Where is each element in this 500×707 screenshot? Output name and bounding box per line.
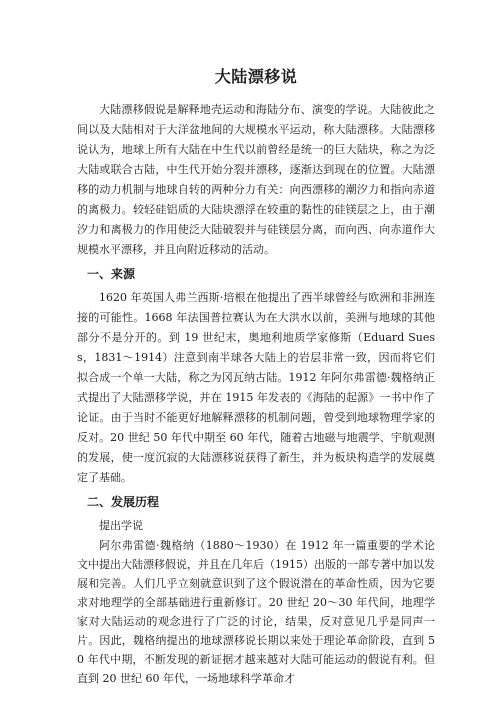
document-title: 大陆漂移说 xyxy=(214,67,298,86)
intro-paragraph: 大陆漂移假说是解释地壳运动和海陆分布、演变的学说。大陆彼此之间以及大陆相对于大洋盆地间的大规模水平运动，称大陆漂移。大陆漂移说认为，地球上所有大陆在中生代以前曾经是统一的巨大陆块，称之为泛大陆或联合古陆，中生代开始分裂并漂移，逐渐达到现在的位置。大陆漂移的动力机制与地球自转的两种分力有关：向西漂移的潮汐力和指向赤道的离极力。较轻硅铝质的大陆块漂浮在较重的黏性的硅镁层之上，由于潮汐力和离极力的作用使泛大陆破裂并与硅镁层分离，而向西、向赤道作大规模水平漂移，并且向附近移动的活动。 xyxy=(77,103,435,256)
section-heading-origin: 一、来源 xyxy=(87,267,136,281)
document-page xyxy=(77,0,435,688)
origin-paragraph: 1620 年英国人弗兰西斯·培根在他提出了西半球曾经与欧洲和非洲连接的可能性。1668 年法国普拉赛认为在大洪水以前，美洲与地球的其他部分不是分开的。到 19 世纪末，奥地利地质学家修斯（Eduard Suess，1831～1914）注意到南半球各大陆上的岩层非常一致，因而将它们拟合成一个单一大陆，称之为冈瓦纳古陆。1912 年阿尔弗雷德·魏格纳正式提出了大陆漂移学说，并在 1915 年发表的《海陆的起源》一书中作了论证。由于当时不能更好地解释漂移的机制问题，曾受到地球物理学家的反对。20 世纪 50 年代中期至 60 年代，随着古地磁与地震学、宇航观测的发展，使一度沉寂的大陆漂移说获得了新生，并为板块构造学的发展奠定了基础。 xyxy=(77,291,435,484)
subheading-proposal: 提出学说 xyxy=(99,519,143,532)
section-heading-history: 二、发展历程 xyxy=(87,495,160,509)
proposal-paragraph: 阿尔弗雷德·魏格纳（1880～1930）在 1912 年一篇重要的学术论文中提出大陆漂移假说，并且在几年后（1915）出版的一部专著中加以发展和完善。人们几乎立刻就意识到了这个假说潜在的革命性质，因为它要求对地理学的全部基础进行重新修订。20 世纪 20～30 年代间，地理学家对大陆运动的观念进行了广泛的讨论，结果，反对意见几乎是同声一片。因此，魏格纳提出的地球漂移说长期以来处于理论革命阶段，直到 50 年代中期，不断发现的新证据才越来越对大陆可能运动的假说有利。但直到 20 世纪 60 年代，一场地球科学革命才 xyxy=(77,539,435,685)
